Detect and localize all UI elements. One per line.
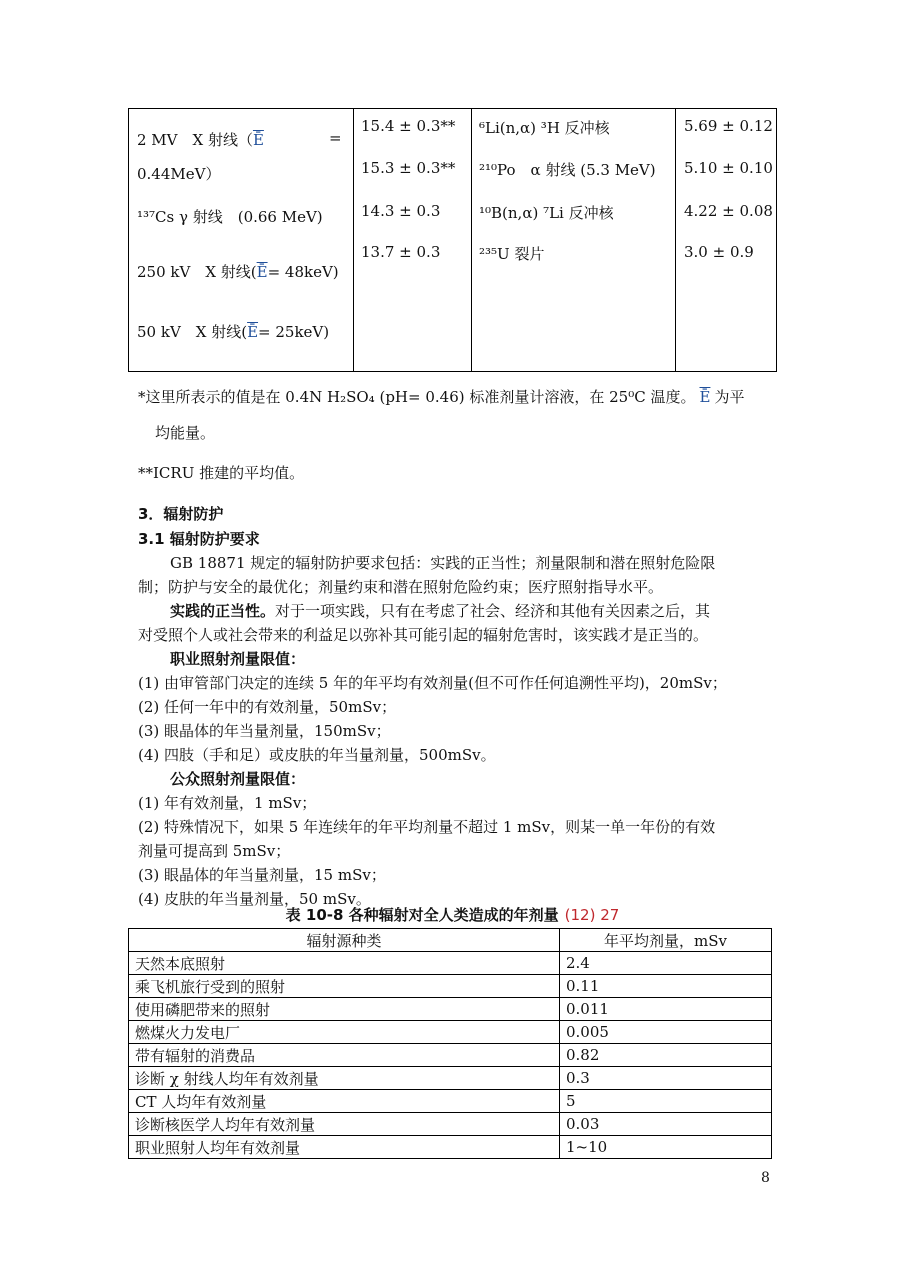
list-item: (4) 四肢（手和足）或皮肤的年当量剂量，500mSv。 [138, 746, 496, 764]
cell-text: 0.44MeV） [137, 165, 221, 183]
column-header: 辐射源种类 [129, 929, 560, 952]
cell-text: 15.4 ± 0.3** [361, 117, 456, 135]
list-item: (1) 由审管部门决定的连续 5 年的年平均有效剂量(但不可作任何追溯性平均)，20mSv； [138, 674, 727, 692]
table-row: 职业照射人均年有效剂量 1~10 [129, 1136, 772, 1159]
table-row: 使用磷肥带来的照射 0.011 [129, 998, 772, 1021]
table-caption: 表 10-8 各种辐射对全人类造成的年剂量 (12) 27 [285, 906, 620, 924]
cell-text: = [329, 129, 342, 147]
citation-ref: (12) 27 [564, 906, 620, 924]
table-row: 乘飞机旅行受到的照射 0.11 [129, 975, 772, 998]
column-header: 年平均剂量，mSv [560, 929, 772, 952]
cell-text: 4.22 ± 0.08 [684, 202, 773, 220]
radiation-yield-table [128, 108, 777, 372]
table-row: 诊断核医学人均年有效剂量 0.03 [129, 1113, 772, 1136]
paragraph-line: 实践的正当性。对于一项实践，只有在考虑了社会、经济和其他有关因素之后，其 [170, 602, 711, 620]
list-item: (4) 皮肤的年当量剂量，50 mSv。 [138, 890, 371, 908]
annual-dose-table [128, 928, 772, 1159]
paragraph-line: GB 18871 规定的辐射防护要求包括：实践的正当性；剂量限制和潜在照射危险限 [170, 554, 716, 572]
table-header-row [129, 929, 772, 952]
cell-text: ²¹⁰Po α 射线 (5.3 MeV) [479, 161, 656, 179]
list-item: (1) 年有效剂量，1 mSv； [138, 794, 317, 812]
cell-text: ²³⁵U 裂片 [479, 245, 545, 263]
list-item: (2) 任何一年中的有效剂量，50mSv； [138, 698, 397, 716]
table-row: CT 人均年有效剂量 5 [129, 1090, 772, 1113]
section-heading: 3．辐射防护 [138, 505, 224, 523]
footnote-1: *这里所表示的值是在 0.4N H₂SO₄ (pH= 0.46) 标准剂量计溶液，在 25⁰C 温度。 $\overline{Ē}$ 为平 [138, 388, 745, 406]
page-number: 8 [761, 1170, 770, 1186]
cell-text: 2 MV X 射线（$\overline{Ē}$ [137, 131, 264, 149]
list-item: 剂量可提高到 5mSv； [138, 842, 291, 860]
cell-text: 5.69 ± 0.12 [684, 117, 773, 135]
cell-text: 14.3 ± 0.3 [361, 202, 441, 220]
paragraph-line: 对受照个人或社会带来的利益足以弥补其可能引起的辐射危害时，该实践才是正当的。 [138, 626, 709, 644]
cell-text: 250 kV X 射线$(\overline{Ē}= 48keV)$ [137, 263, 339, 281]
list-item: (3) 眼晶体的年当量剂量，15 mSv； [138, 866, 386, 884]
table-row: 带有辐射的消费品 0.82 [129, 1044, 772, 1067]
mean-energy-symbol: $\overline{Ē}$ [252, 131, 264, 149]
subsection-heading: 3.1 辐射防护要求 [138, 530, 260, 548]
cell-text: 3.0 ± 0.9 [684, 243, 754, 261]
cell-text: 15.3 ± 0.3** [361, 159, 456, 177]
table-row: 诊断 χ 射线人均年有效剂量 0.3 [129, 1067, 772, 1090]
cell-text: ⁶Li(n,α) ³H 反冲核 [479, 119, 610, 137]
table-row: 燃煤火力发电厂 0.005 [129, 1021, 772, 1044]
column-divider [353, 109, 354, 371]
list-item: (2) 特殊情况下，如果 5 年连续年的年平均剂量不超过 1 mSv，则某一单一年份的有效 [138, 818, 716, 836]
cell-text: ¹⁰B(n,α) ⁷Li 反冲核 [479, 204, 614, 222]
cell-text: 13.7 ± 0.3 [361, 243, 441, 261]
column-divider [471, 109, 472, 371]
cell-text: 50 kV X 射线$(\overline{Ē}= 25keV)$ [137, 323, 330, 341]
cell-text: ¹³⁷Cs γ 射线 (0.66 MeV) [137, 208, 323, 226]
column-divider [675, 109, 676, 371]
table-row: 天然本底照射 2.4 [129, 952, 772, 975]
footnote-1-cont: 均能量。 [155, 424, 216, 442]
public-limits-title: 公众照射剂量限值： [170, 770, 306, 788]
paragraph-line: 制；防护与安全的最优化；剂量约束和潜在照射危险约束；医疗照射指导水平。 [138, 578, 664, 596]
occupational-limits-title: 职业照射剂量限值： [170, 650, 306, 668]
footnote-2: **ICRU 推建的平均值。 [138, 464, 305, 482]
cell-text: 5.10 ± 0.10 [684, 159, 773, 177]
list-item: (3) 眼晶体的年当量剂量，150mSv； [138, 722, 391, 740]
